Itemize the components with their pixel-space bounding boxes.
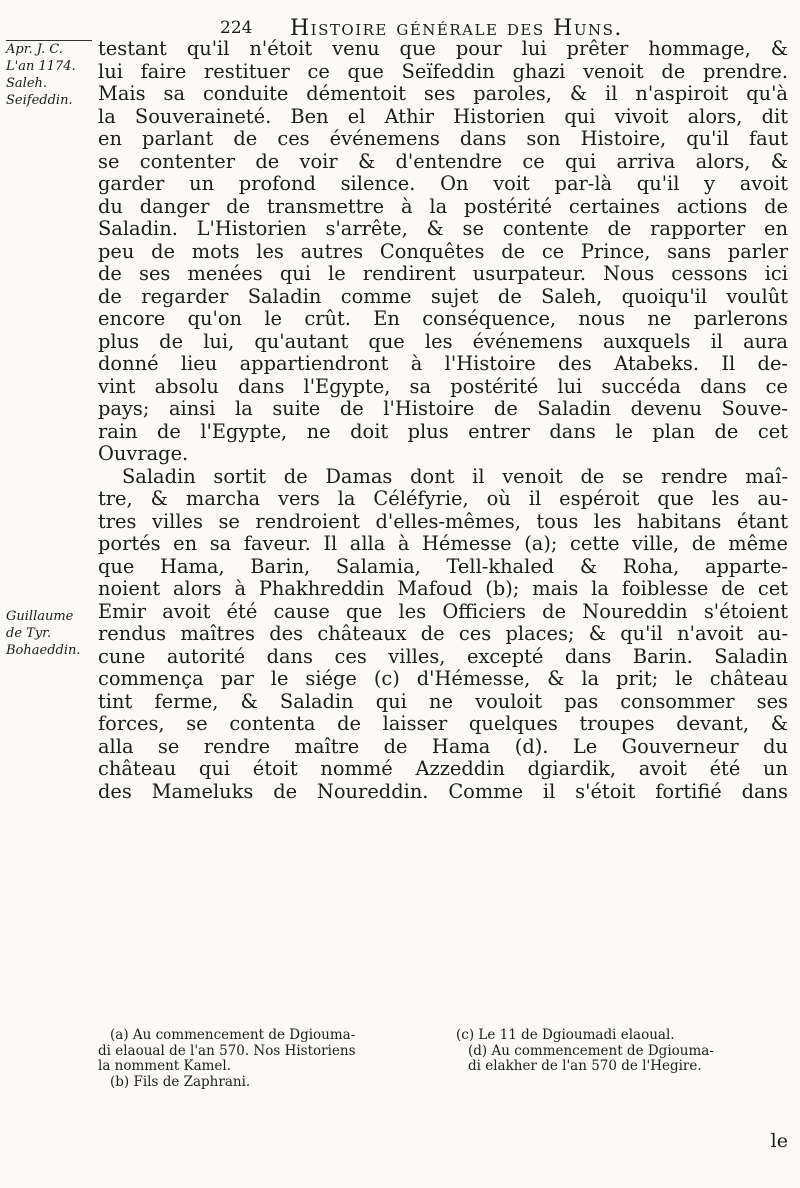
- margin-notes-top: [6, 40, 92, 109]
- text-line: peu de mots les autres Conquêtes de ce Prince, sans parler: [98, 239, 788, 263]
- page-number: 224: [220, 18, 253, 38]
- footnote-line: di elaoual de l'an 570. Nos Historiens: [98, 1042, 356, 1059]
- margin-note: de Tyr.: [6, 626, 52, 641]
- footnote-line: di elakher de l'an 570 de l'Hegire.: [468, 1058, 702, 1074]
- text-line: forces, se contenta de laisser quelques troupes devant, &: [98, 712, 788, 735]
- text-line: plus de lui, qu'autant que les événemens auxquels il aura: [98, 329, 788, 353]
- footnotes-left-column: [98, 1028, 428, 1090]
- text-line: la Souveraineté. Ben el Athir Historien qui vivoit alors, dit: [98, 104, 788, 128]
- text-line: portés en sa faveur. Il alla à Hémesse (a); cette ville, de même: [98, 532, 788, 555]
- footnotes-right-column: [456, 1028, 786, 1075]
- footnote-line: la nomment Kamel.: [98, 1058, 232, 1074]
- text-line: commença par le siége (c) d'Hémesse, & la prit; le château: [98, 667, 788, 690]
- text-line: de ses menées qui le rendirent usurpateur. Nous cessons ici: [98, 262, 788, 285]
- text-line: noient alors à Phakhreddin Mafoud (b); mais la foiblesse de cet: [98, 577, 788, 600]
- text-line: cune autorité dans ces villes, excepté dans Barin. Saladin: [98, 644, 788, 668]
- text-line: vint absolu dans l'Egypte, sa postérité lui succéda dans ce: [98, 374, 788, 398]
- text-line: de regarder Saladin comme sujet de Saleh, quoiqu'il voulût: [98, 284, 788, 308]
- text-line: tre, & marcha vers la Céléfyrie, où il espéroit que les au-: [98, 487, 788, 510]
- text-line: testant qu'il n'étoit venu que pour lui prêter hommage, &: [98, 37, 788, 60]
- text-line: Saladin sortit de Damas dont il venoit de se rendre maî-: [122, 464, 788, 488]
- text-line: donné lieu appartiendront à l'Histoire des Atabeks. Il de-: [98, 352, 788, 375]
- text-line: du danger de transmettre à la postérité certaines actions de: [98, 194, 788, 218]
- footnote-line: (b) Fils de Zaphrani.: [110, 1073, 251, 1090]
- running-title: Histoire générale des Huns.: [290, 16, 623, 41]
- footnote-line: (a) Au commencement de Dgiouma-: [110, 1027, 356, 1043]
- text-line: tint ferme, & Saladin qui ne vouloit pas consommer ses: [98, 689, 788, 713]
- text-line: rain de l'Egypte, ne doit plus entrer dans le plan de cet: [98, 419, 788, 443]
- text-line: pays; ainsi la suite de l'Histoire de Saladin devenu Souve-: [98, 397, 788, 420]
- text-line: que Hama, Barin, Salamia, Tell-khaled & Roha, apparte-: [98, 554, 788, 578]
- margin-notes-lower: [6, 608, 92, 659]
- text-line: tres villes se rendroient d'elles-mêmes, tous les habitans étant: [98, 509, 788, 533]
- text-line: Mais sa conduite démentoit ses paroles, & il n'aspiroit qu'à: [98, 82, 788, 105]
- text-line: Ouvrage.: [98, 442, 189, 465]
- margin-note: L'an 1174.: [6, 59, 76, 74]
- text-line: se contenter de voir & d'entendre ce qui arriva alors, &: [98, 149, 788, 173]
- text-line: château qui étoit nommé Azzeddin dgiardik, avoit été un: [98, 757, 788, 780]
- text-line: garder un profond silence. On voit par-là qu'il y avoit: [98, 172, 788, 195]
- footnote-line: (d) Au commencement de Dgiouma-: [468, 1042, 714, 1059]
- text-line: lui faire restituer ce que Seïfeddin ghazi venoit de prendre.: [98, 59, 788, 83]
- text-line: en parlant de ces événemens dans son Histoire, qu'il faut: [98, 127, 788, 150]
- catchword: le: [770, 1130, 788, 1152]
- main-text: [98, 38, 788, 803]
- text-line: alla se rendre maître de Hama (d). Le Gouverneur du: [98, 734, 788, 758]
- text-line: Saladin. L'Historien s'arrête, & se contente de rapporter en: [98, 217, 788, 240]
- margin-note: Apr. J. C.: [6, 40, 92, 58]
- text-line: des Mameluks de Noureddin. Comme il s'étoit fortifié dans: [98, 779, 788, 803]
- margin-note: Bohaeddin.: [6, 643, 81, 658]
- text-line: rendus maîtres des châteaux de ces places; & qu'il n'avoit au-: [98, 622, 788, 645]
- margin-note: Saleh.: [6, 76, 48, 91]
- footnote-line: (c) Le 11 de Dgioumadi elaoual.: [456, 1027, 675, 1043]
- margin-note: Guillaume: [6, 609, 74, 624]
- text-line: encore qu'on le crût. En conséquence, nous ne parlerons: [98, 307, 788, 330]
- margin-note: Seifeddin.: [6, 93, 73, 108]
- text-line: Emir avoit été cause que les Officiers de Noureddin s'étoient: [98, 599, 788, 623]
